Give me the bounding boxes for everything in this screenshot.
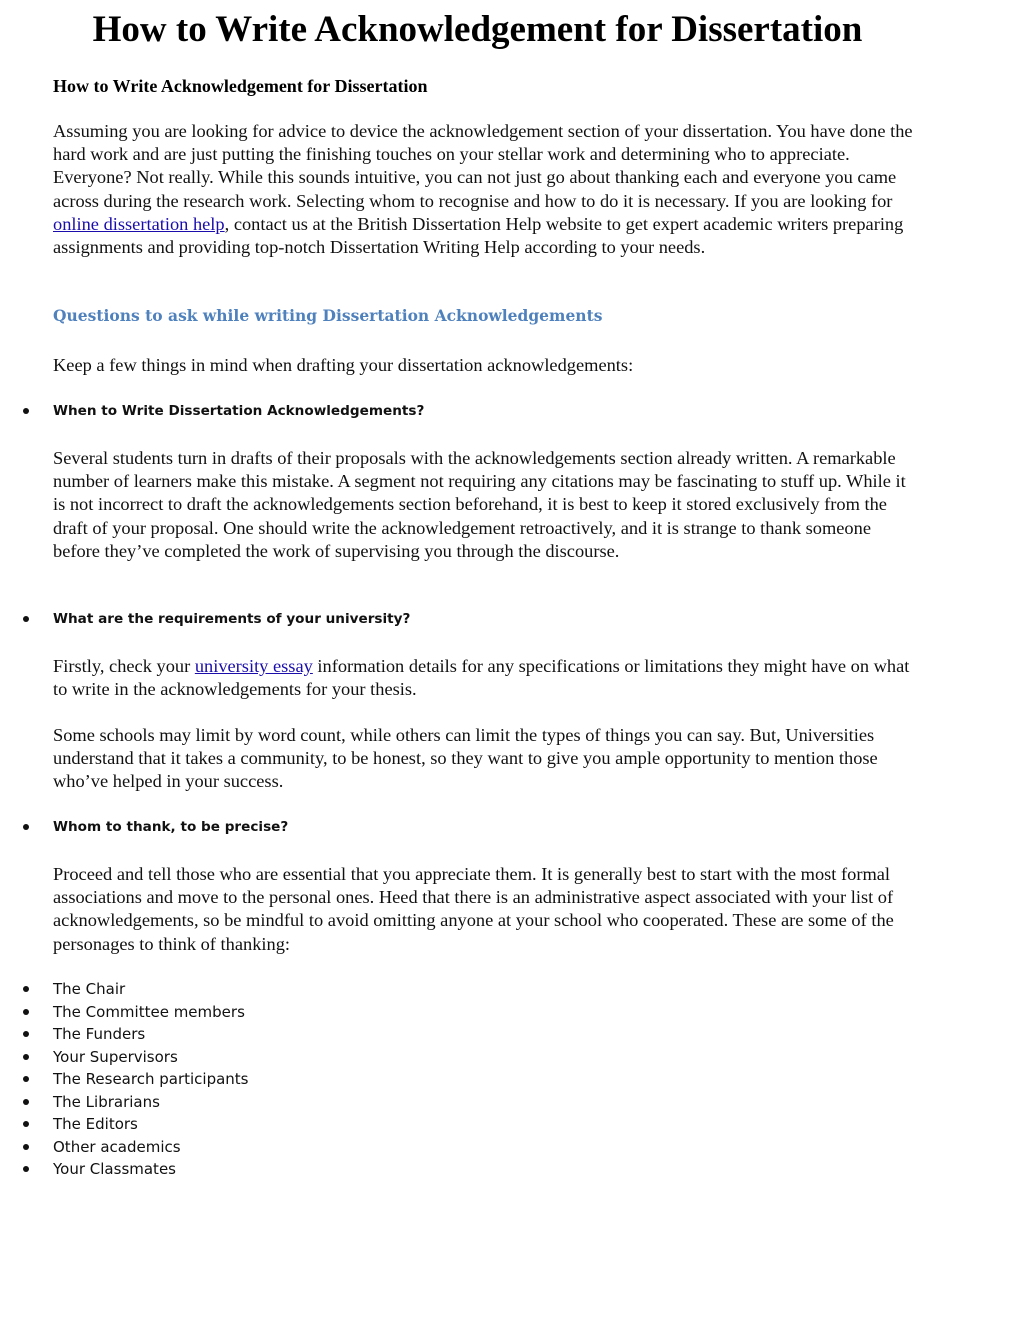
bullet-dot-icon bbox=[23, 1054, 29, 1060]
whom-to-thank-paragraph: Proceed and tell those who are essential that you appreciate them. It is generally best to start with the most formal associations and move to the personal ones. Heed that there is an administrative aspect associated with your list of acknowledgements, so be mindful to avoid omitting anyone at your school who cooperated. These are some of the personages to think of thanking: bbox=[53, 864, 894, 954]
bullet-dot-icon bbox=[23, 1076, 29, 1082]
intro-text-before-link: Assuming you are looking for advice to device the acknowledgement section of your dissertation. You have done the hard work and are just putting the finishing touches on your stellar work and determining who to appreciate. Everyone? Not really. While this sounds intuitive, you can not just go about thanking each and everyone you came across during the research work. Selecting whom to recognise and how to do it is necessary. If you are looking for bbox=[53, 121, 913, 211]
question-heading: When to Write Dissertation Acknowledgements? bbox=[53, 403, 425, 419]
list-item-label: The Funders bbox=[53, 1025, 146, 1043]
bullet-dot-icon bbox=[23, 1009, 29, 1015]
bullet-dot-icon bbox=[23, 408, 29, 414]
question-heading: What are the requirements of your university? bbox=[53, 611, 411, 627]
page-title: How to Write Acknowledgement for Dissertation bbox=[92, 9, 863, 50]
section-heading: Questions to ask while writing Dissertation Acknowledgements bbox=[53, 306, 603, 325]
university-requirements-paragraph bbox=[53, 655, 913, 701]
list-item-label: Your Classmates bbox=[53, 1160, 176, 1178]
university-essay-link[interactable]: university essay bbox=[194, 656, 313, 676]
list-item bbox=[0, 1024, 600, 1047]
keep-in-mind-paragraph: Keep a few things in mind when drafting your dissertation acknowledgements: bbox=[53, 355, 634, 375]
list-item bbox=[0, 1137, 600, 1160]
document-subtitle: How to Write Acknowledgement for Dissertation bbox=[53, 76, 428, 96]
requirements-text-before-link: Firstly, check your bbox=[53, 656, 195, 676]
list-item-label: The Chair bbox=[53, 980, 126, 998]
list-item-label: The Editors bbox=[53, 1115, 138, 1133]
when-to-write-paragraph: Several students turn in drafts of their proposals with the acknowledgements section already written. A remarkable number of learners make this mistake. A segment not requiring any citations may be fascinating to stuff up. While it is not incorrect to draft the acknowledgements section beforehand, it is best to keep it stored exclusively from the draft of your proposal. One should write the acknowledgement retroactively, and it is strange to thank someone before they’ve completed the work of supervising you through the discourse. bbox=[53, 448, 906, 561]
question-heading: Whom to thank, to be precise? bbox=[53, 819, 289, 835]
bullet-dot-icon bbox=[23, 1166, 29, 1172]
list-item bbox=[0, 979, 600, 1002]
list-item bbox=[0, 1114, 600, 1137]
intro-paragraph bbox=[53, 120, 913, 259]
list-item bbox=[0, 1069, 600, 1092]
bullet-dot-icon bbox=[23, 1144, 29, 1150]
word-count-paragraph: Some schools may limit by word count, while others can limit the types of things you can say. But, Universities understand that it takes a community, to be honest, so they want to give you ample opportunity to mention those who’ve helped in your success. bbox=[53, 725, 878, 792]
online-dissertation-help-link[interactable]: online dissertation help bbox=[53, 213, 225, 234]
list-item-label: The Librarians bbox=[53, 1092, 160, 1111]
bullet-dot-icon bbox=[23, 1121, 29, 1127]
bullet-dot-icon bbox=[23, 986, 29, 992]
list-item-label: Your Supervisors bbox=[53, 1047, 178, 1066]
bullet-dot-icon bbox=[23, 824, 29, 830]
list-item-label: Other academics bbox=[53, 1137, 181, 1156]
list-item bbox=[0, 1159, 600, 1182]
bullet-dot-icon bbox=[23, 1031, 29, 1037]
list-item bbox=[0, 1002, 600, 1025]
requirements-text-after-link: information details for any specifications or limitations they might have on what to write in the acknowledgements for your thesis. bbox=[53, 656, 910, 700]
list-item bbox=[0, 1047, 600, 1070]
intro-text-after-link: , contact us at the British Dissertation Help website to get expert academic writers preparing assignments and providing top-notch Dissertation Writing Help according to your needs. bbox=[53, 213, 904, 258]
bullet-dot-icon bbox=[23, 1099, 29, 1105]
list-item-label: The Committee members bbox=[53, 1002, 245, 1021]
bullet-dot-icon bbox=[23, 616, 29, 622]
thank-list bbox=[0, 979, 600, 1182]
list-item-label: The Research participants bbox=[53, 1070, 249, 1088]
list-item bbox=[0, 1092, 600, 1115]
